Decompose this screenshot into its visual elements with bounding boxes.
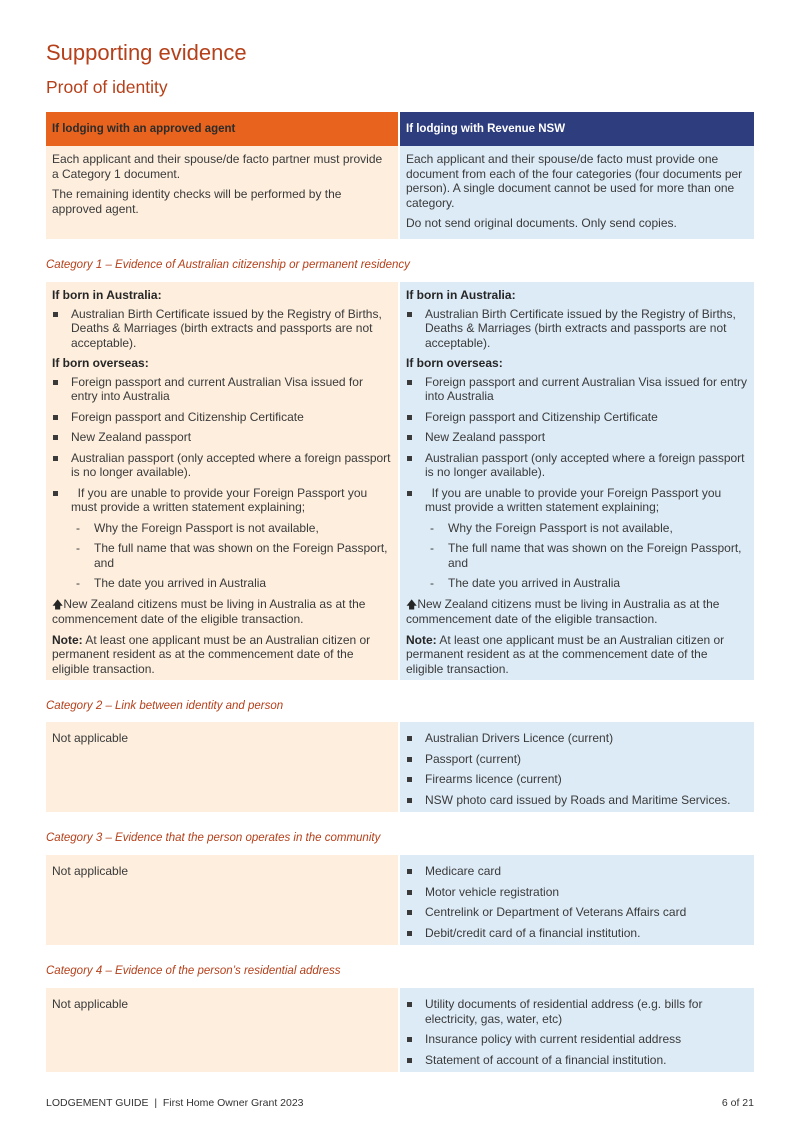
note-label: Note: [52, 632, 83, 647]
list-item: Motor vehicle registration [406, 885, 748, 900]
arrow-up-icon: 🡅 [406, 598, 418, 611]
category-2-title: Category 2 – Link between identity and person [46, 700, 284, 712]
born-australia-label: If born in Australia: [406, 288, 516, 302]
nsw-column-header: If lodging with Revenue NSW [400, 112, 754, 146]
list-item: Medicare card [406, 864, 748, 879]
agent-intro-cell [46, 146, 400, 239]
nsw-intro-text: Do not send original documents. Only send copies. [406, 216, 677, 230]
born-australia-label: If born in Australia: [52, 288, 162, 302]
category-1-nsw-cell [400, 282, 754, 680]
list-item: If you are unable to provide your Foreign Passport you must provide a written statement explaining; [52, 486, 392, 515]
nz-citizen-note [52, 597, 392, 627]
category-4-table [46, 988, 754, 1072]
note [52, 633, 392, 677]
list-item: Foreign passport and Citizenship Certificate [406, 410, 748, 425]
list-item: Foreign passport and Citizenship Certificate [52, 410, 392, 425]
page-footer [46, 1097, 754, 1109]
footer-title: LODGEMENT GUIDE | First Home Owner Grant 2023 [46, 1097, 304, 1109]
note-text: At least one applicant must be an Australian citizen or permanent resident as at the commencement date of the eligible transaction. [52, 632, 371, 676]
list-item: Australian Birth Certificate issued by the Registry of Births, Deaths & Marriages (birth extracts and passports are not acceptable). [52, 307, 392, 351]
category-2-agent-cell [46, 722, 400, 812]
not-applicable-text: Not applicable [52, 731, 129, 745]
category-3-list [406, 864, 748, 940]
born-overseas-label: If born overseas: [406, 356, 503, 370]
list-item: Foreign passport and current Australian Visa issued for entry into Australia [406, 375, 748, 404]
list-item: Australian Birth Certificate issued by the Registry of Births, Deaths & Marriages (birth extracts and passports are not acceptable). [406, 307, 748, 351]
list-item: - The date you arrived in Australia [406, 576, 748, 591]
statement-list [52, 521, 392, 591]
list-item: - The date you arrived in Australia [52, 576, 392, 591]
note-text: At least one applicant must be an Australian citizen or permanent resident as at the commencement date of the eligible transaction. [406, 632, 725, 676]
statement-list [406, 521, 748, 591]
category-3-table [46, 855, 754, 945]
category-3-nsw-cell [400, 855, 754, 945]
intro-table-header [46, 112, 754, 146]
category-4-list [406, 997, 748, 1067]
list-item: If you are unable to provide your Foreign Passport you must provide a written statement explaining; [406, 486, 748, 515]
nsw-intro-cell [400, 146, 754, 239]
list-item: Foreign passport and current Australian Visa issued for entry into Australia [52, 375, 392, 404]
born-overseas-label: If born overseas: [52, 356, 149, 370]
category-2-nsw-cell [400, 722, 754, 812]
list-item: Insurance policy with current residential address [406, 1032, 748, 1047]
born-overseas-list [52, 375, 392, 515]
list-item: NSW photo card issued by Roads and Maritime Services. [406, 793, 748, 808]
category-3-title: Category 3 – Evidence that the person operates in the community [46, 832, 381, 844]
list-item: Passport (current) [406, 752, 748, 767]
agent-intro-text: Each applicant and their spouse/de facto partner must provide a Category 1 document. [52, 152, 383, 181]
list-item: Firearms licence (current) [406, 772, 748, 787]
nz-note-text: New Zealand citizens must be living in Australia as at the commencement date of the eligible transaction. [406, 596, 720, 626]
category-2-table [46, 722, 754, 812]
list-item: New Zealand passport [52, 430, 392, 445]
not-applicable-text: Not applicable [52, 997, 129, 1011]
list-item: Australian passport (only accepted where a foreign passport is no longer available). [52, 451, 392, 480]
category-4-title: Category 4 – Evidence of the person’s residential address [46, 965, 341, 977]
born-australia-list [406, 307, 748, 351]
list-item: Australian passport (only accepted where a foreign passport is no longer available). [406, 451, 748, 480]
category-4-agent-cell [46, 988, 400, 1072]
list-item: - Why the Foreign Passport is not available, [406, 521, 748, 536]
page-heading: Supporting evidence [46, 40, 247, 65]
born-australia-list [52, 307, 392, 351]
intro-table [46, 146, 754, 239]
category-2-list [406, 731, 748, 807]
list-item: Australian Drivers Licence (current) [406, 731, 748, 746]
category-4-nsw-cell [400, 988, 754, 1072]
nz-citizen-note [406, 597, 748, 627]
list-item: New Zealand passport [406, 430, 748, 445]
agent-intro-text: The remaining identity checks will be performed by the approved agent. [52, 187, 342, 216]
page-subheading: Proof of identity [46, 77, 168, 97]
list-item: Statement of account of a financial institution. [406, 1053, 748, 1068]
list-item: - The full name that was shown on the Foreign Passport, and [52, 541, 392, 570]
agent-column-header: If lodging with an approved agent [46, 112, 400, 146]
list-item: Utility documents of residential address (e.g. bills for electricity, gas, water, etc) [406, 997, 748, 1026]
list-item: Debit/credit card of a financial institution. [406, 926, 748, 941]
category-1-table [46, 282, 754, 680]
note-label: Note: [406, 632, 437, 647]
category-1-title: Category 1 – Evidence of Australian citizenship or permanent residency [46, 259, 410, 271]
list-item: - Why the Foreign Passport is not available, [52, 521, 392, 536]
category-3-agent-cell [46, 855, 400, 945]
nz-note-text: New Zealand citizens must be living in Australia as at the commencement date of the eligible transaction. [52, 596, 366, 626]
list-item: - The full name that was shown on the Foreign Passport, and [406, 541, 748, 570]
note [406, 633, 748, 677]
born-overseas-list [406, 375, 748, 515]
arrow-up-icon: 🡅 [52, 598, 64, 611]
category-1-agent-cell [46, 282, 400, 680]
list-item: Centrelink or Department of Veterans Affairs card [406, 905, 748, 920]
nsw-intro-text: Each applicant and their spouse/de facto must provide one document from each of the four categories (four documents per person). A single document cannot be used for more than one category. [406, 152, 743, 210]
page-number: 6 of 21 [721, 1097, 754, 1109]
not-applicable-text: Not applicable [52, 864, 129, 878]
